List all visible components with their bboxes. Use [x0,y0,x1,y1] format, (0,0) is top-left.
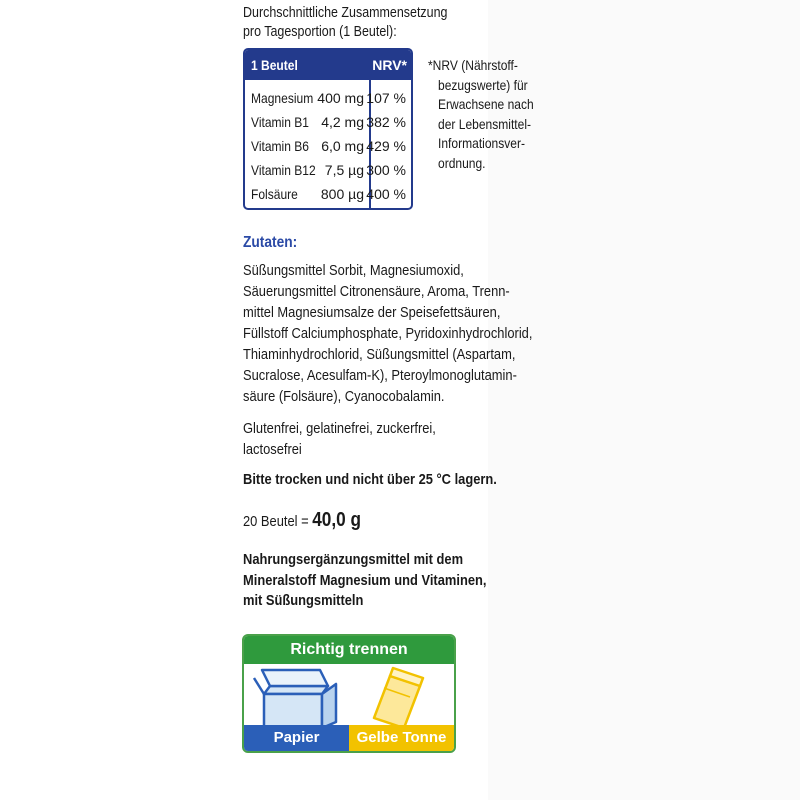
free-from-line: lactosefrei [243,441,302,458]
ingredients-title [243,234,306,252]
net-content-prefix: 20 Beutel = [243,513,313,530]
ingredients-line: mittel Magnesiumsalze der Speisefettsäuren, [243,304,501,321]
net-content [243,509,380,532]
description-line: Mineralstoff Magnesium und Vitaminen, [243,571,487,589]
intro-line: pro Tagesportion (1 Beutel): [243,24,397,40]
ingredients-line: Süßungsmittel Sorbit, Magnesiumoxid, [243,262,464,279]
footnote-line: Erwachsene nach [438,96,534,112]
paper-label: Papier [244,725,349,751]
table-row [245,184,411,208]
nutrient-nrv: 300 % [366,162,406,178]
recycling-icons [244,666,454,728]
paper-box-icon [254,670,336,728]
nutrient-amount: 4,2 mg [321,114,364,130]
ingredients-line: säure (Folsäure), Cyanocobalamin. [243,388,445,405]
nutrient-nrv: 107 % [366,90,406,106]
footnote-line: bezugswerte) für [438,76,528,93]
ingredients-list [243,260,580,407]
storage-instructions [243,471,538,488]
nutrient-name: Folsäure [251,186,298,202]
footnote-line: *NRV (Nährstoff- [428,57,518,73]
nrv-footnote [428,56,549,173]
ingredients-title-text: Zutaten: [243,234,298,251]
nutrient-name: Vitamin B6 [251,138,310,154]
intro-line: Durchschnittliche Zusammensetzung [243,5,448,21]
table-row [245,88,411,112]
storage-text: Bitte trocken und nicht über 25 °C lagern. [243,471,497,488]
nutrient-name: Vitamin B1 [251,114,310,130]
composition-intro [243,4,481,42]
free-from-line: Glutenfrei, gelatinefrei, zuckerfrei, [243,420,436,437]
nutrient-nrv: 400 % [366,186,406,202]
ingredients-line: Füllstoff Calciumphosphate, Pyridoxinhydrochlorid, [243,325,533,342]
product-description [243,550,526,612]
nutrient-amount: 800 µg [320,186,364,202]
nutrition-table-header [245,50,411,80]
nutrient-name: Vitamin B12 [251,162,316,178]
yellow-bin-label: Gelbe Tonne [349,725,454,751]
nutrient-amount: 7,5 µg [324,162,364,178]
recycling-label [242,634,456,753]
net-content-value: 40,0 g [312,509,361,531]
ingredients-line: Sucralose, Acesulfam-K), Pteroylmonoglutamin- [243,367,517,384]
nutrient-name: Magnesium [251,90,314,106]
description-line: Nahrungsergänzungsmittel mit dem [243,551,464,568]
sachet-icon [374,668,423,728]
header-nrv: NRV* [372,57,407,73]
header-serving: 1 Beutel [251,57,298,73]
nutrient-amount: 400 mg [317,90,364,106]
table-row [245,112,411,136]
description-line: mit Süßungsmitteln [243,592,364,609]
ingredients-line: Thiaminhydrochlorid, Süßungsmittel (Aspartam, [243,346,516,363]
nutrition-table [243,48,413,210]
nutrient-nrv: 382 % [366,114,406,130]
footnote-line: der Lebensmittel- [438,115,532,132]
table-row [245,136,411,160]
recycling-title: Richtig trennen [244,636,454,664]
table-row [245,160,411,184]
free-from-info [243,418,467,460]
footnote-line: ordnung. [438,154,486,171]
nutrient-nrv: 429 % [366,138,406,154]
nutrient-amount: 6,0 mg [321,138,364,154]
footnote-line: Informationsver- [438,135,525,151]
ingredients-line: Säuerungsmittel Citronensäure, Aroma, Trenn- [243,283,510,300]
